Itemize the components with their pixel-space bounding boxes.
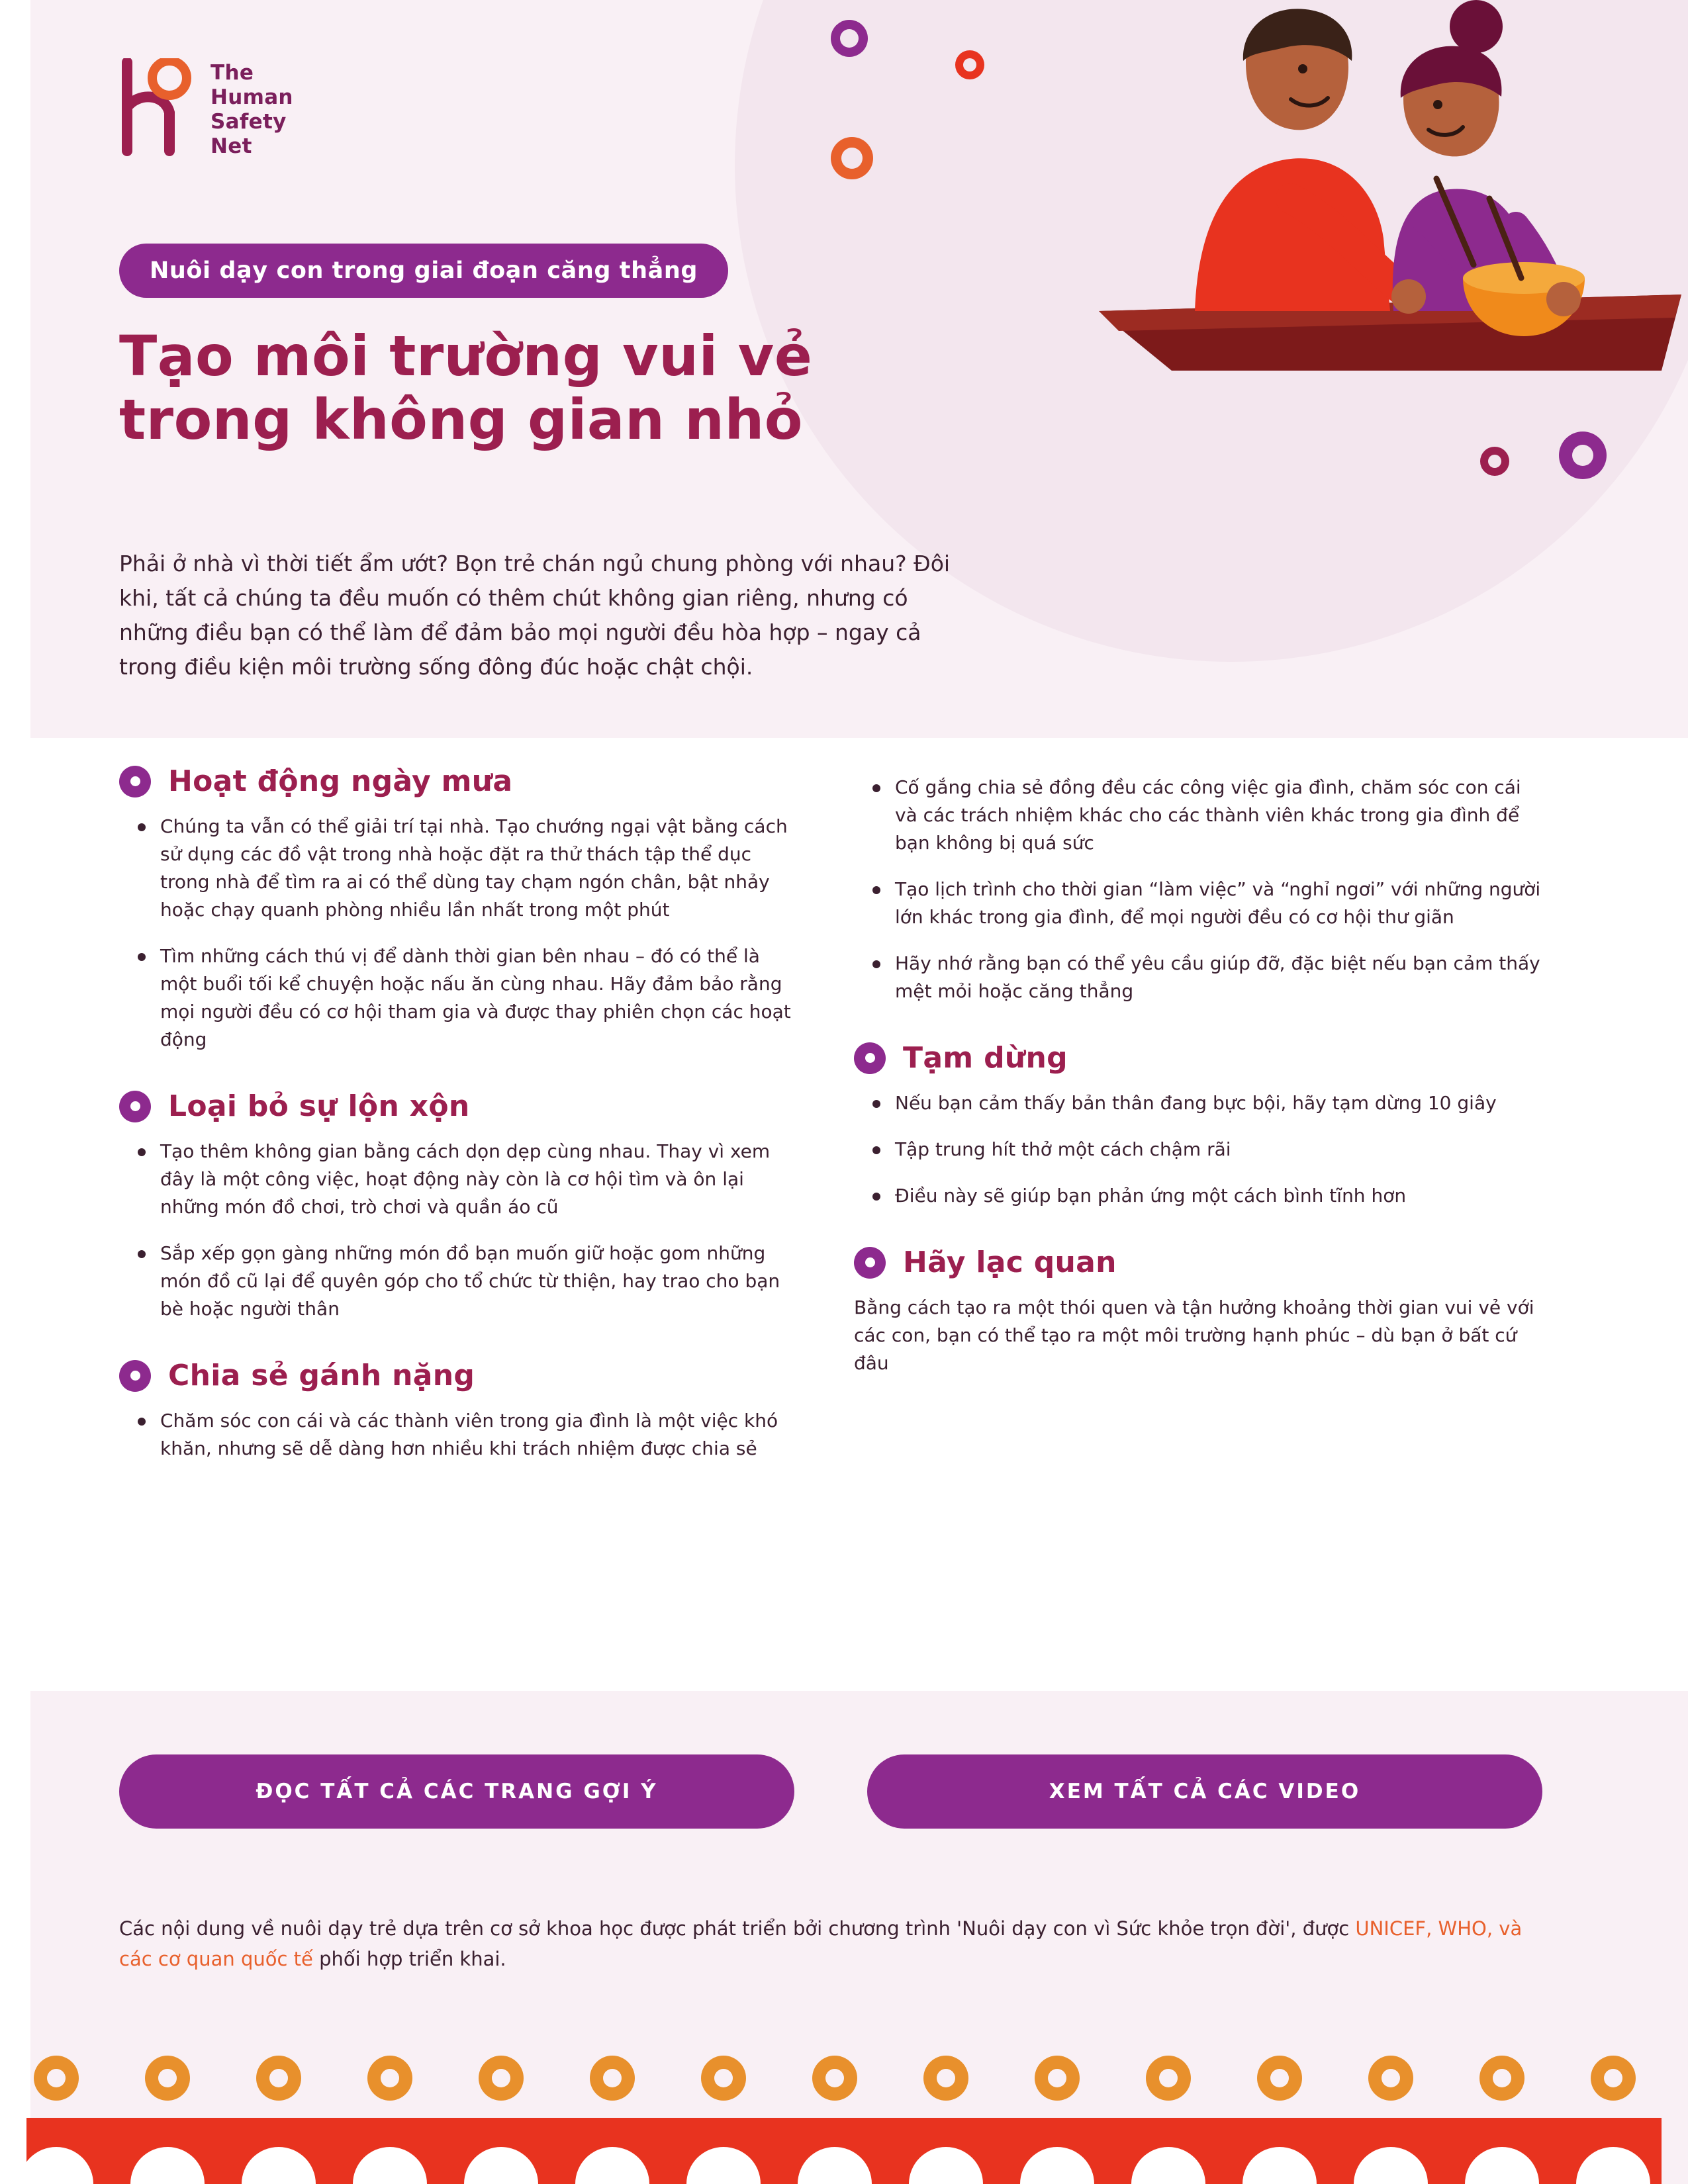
logo-mark-icon [118,58,197,158]
section-heading-stay-positive [854,1246,1542,1279]
list-item: Tạo lịch trình cho thời gian “làm việc” và “nghỉ ngơi” với những người lớn khác trong gia đình, để mọi người đều có cơ hội thư giãn [895,876,1542,931]
section-title: Chia sẻ gánh nặng [168,1359,475,1392]
section-heading-declutter [119,1089,801,1123]
footer-section [0,1691,1688,2184]
section-title: Hoạt động ngày mưa [168,764,513,798]
section-bullet-icon [119,766,151,797]
decorative-dot-inner [840,29,859,48]
list-item: Nếu bạn cảm thấy bản thân đang bực bội, hãy tạm dừng 10 giây [895,1089,1542,1117]
section-heading-share-load [119,1359,801,1392]
decorative-dot-inner [963,58,976,71]
section-bullet-icon [119,1360,151,1392]
list-item: Chăm sóc con cái và các thành viên trong gia đình là một việc khó khăn, nhưng sẽ dễ dàng hơn nhiều khi trách nhiệm được chia sẻ [160,1407,801,1463]
disclaimer-part-2: phối hợp triển khai. [312,1948,506,1970]
section-list-pause [854,1089,1542,1210]
list-item: Tạo thêm không gian bằng cách dọn dẹp cùng nhau. Thay vì xem đây là một công việc, hoạt động này còn là cơ hội tìm và ôn lại những món đồ chơi, trò chơi và quần áo cũ [160,1138,801,1221]
disclaimer-text [119,1913,1549,1974]
eyebrow-label: Nuôi dạy con trong giai đoạn căng thẳng [150,257,698,284]
watch-all-videos-button[interactable]: XEM TẤT CẢ CÁC VIDEO [867,1754,1542,1829]
page-title: Tạo môi trường vui vẻ trong không gian nhỏ [119,324,813,452]
the-human-safety-net-logo [118,52,396,184]
eyebrow-badge [119,244,728,298]
left-column [119,764,801,1492]
section-list-rainy-day [119,813,801,1054]
list-item: Tập trung hít thở một cách chậm rãi [895,1136,1542,1163]
header-section [0,0,1688,738]
content-section [0,738,1688,1691]
list-item: Hãy nhớ rằng bạn có thể yêu cầu giúp đỡ, đặc biệt nếu bạn cảm thấy mệt mỏi hoặc căng thẳng [895,950,1542,1005]
logo-wordmark: The Human Safety Net [211,61,293,158]
section-list-share-load-continued [854,764,1542,1005]
decorative-dot-inner [841,148,863,169]
section-heading-pause [854,1041,1542,1075]
parent-and-child-cooking-illustration [1092,0,1688,463]
disclaimer-part-1: Các nội dung về nuôi dạy trẻ dựa trên cơ sở khoa học được phát triển bởi chương trình 'Nuôi dạy con vì Sức khỏe trọn đời', được [119,1917,1356,1940]
left-white-strip [0,0,30,738]
section-bullet-icon [854,1247,886,1279]
section-list-declutter [119,1138,801,1323]
list-item: Sắp xếp gọn gàng những món đồ bạn muốn giữ hoặc gom những món đồ cũ lại để quyên góp cho tổ chức từ thiện, hay trao cho bạn bè hoặc người thân [160,1240,801,1323]
list-item: Tìm những cách thú vị để dành thời gian bên nhau – đó có thể là một buổi tối kể chuyện hoặc nấu ăn cùng nhau. Hãy đảm bảo rằng mọi người đều có cơ hội tham gia và được thay phiên chọn các hoạt động [160,942,801,1054]
intro-paragraph: Phải ở nhà vì thời tiết ẩm ướt? Bọn trẻ chán ngủ chung phòng với nhau? Đôi khi, tất cả chúng ta đều muốn có thêm chút không gian riêng, nhưng có những điều bạn có thể làm để đảm bảo mọi người đều hòa hợp – ngay cả trong điều kiện môi trường sống đông đúc hoặc chật chội. [119,551,951,680]
right-column [854,764,1542,1390]
read-all-tip-sheets-button[interactable]: ĐỌC TẤT CẢ CÁC TRANG GỢI Ý [119,1754,794,1829]
section-title: Loại bỏ sự lộn xộn [168,1089,470,1123]
section-title: Tạm dừng [903,1041,1068,1075]
partner-organizations-link[interactable]: UNICEF, WHO, và các cơ quan quốc tế [119,1917,1523,1970]
section-list-share-load [119,1407,801,1463]
section-title: Hãy lạc quan [903,1246,1117,1279]
list-item: Cố gắng chia sẻ đồng đều các công việc gia đình, chăm sóc con cái và các trách nhiệm khác cho các thành viên khác trong gia đình để bạn không bị quá sức [895,774,1542,857]
list-item: Điều này sẽ giúp bạn phản ứng một cách bình tĩnh hơn [895,1182,1542,1210]
section-bullet-icon [854,1042,886,1074]
section-paragraph-stay-positive: Bằng cách tạo ra một thói quen và tận hưởng khoảng thời gian vui vẻ với các con, bạn có thể tạo ra một môi trường hạnh phúc – dù bạn ở bất cứ đâu [854,1297,1534,1374]
section-heading-rainy-day [119,764,801,798]
list-item: Chúng ta vẫn có thể giải trí tại nhà. Tạo chướng ngại vật bằng cách sử dụng các đồ vật trong nhà hoặc đặt ra thử thách tập thể dục trong nhà để tìm ra ai có thể dùng tay chạm ngón chân, bật nhảy hoặc chạy quanh phòng nhiều lần nhất trong một phút [160,813,801,924]
decorative-footer-pattern [0,2045,1688,2184]
section-bullet-icon [119,1091,151,1122]
